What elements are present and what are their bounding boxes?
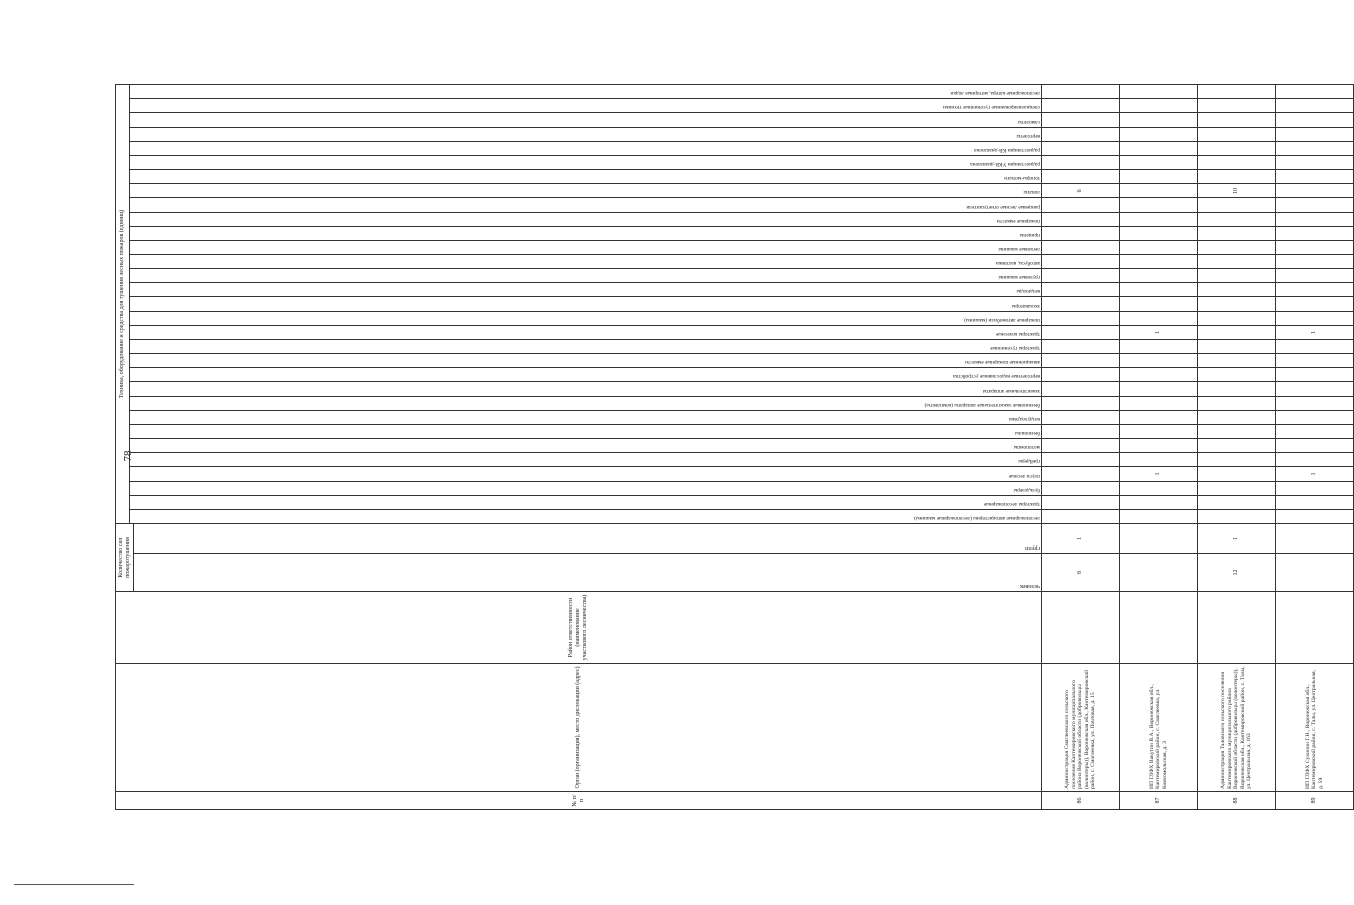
equipment-value: [1120, 84, 1198, 98]
header-row-1: [116, 84, 130, 809]
equipment-value: [1198, 368, 1276, 382]
equipment-column-label: [130, 113, 1042, 127]
equipment-column-label-text: пожарные емкости: [996, 217, 1040, 224]
equipment-value: [1198, 424, 1276, 438]
equipment-value: [1042, 170, 1120, 184]
equipment-value: [1198, 141, 1276, 155]
equipment-value: [1042, 99, 1120, 113]
equipment-value: [1198, 354, 1276, 368]
equipment-value: [1276, 113, 1354, 127]
equipment-value: [1120, 311, 1198, 325]
equipment-column-label-text: экскаваторы: [1011, 302, 1040, 309]
org-address: Администрация Смаглеевского сельского поселения Кантемировского муниципального района Воронежской области (добровольцы (волонтеры)), Воронежская обл., Кантемировский район, с. Смаглеевка, ул. Почтовая, д. 15: [1042, 664, 1120, 792]
equipment-value: [1276, 84, 1354, 98]
equipment-value: [1198, 84, 1276, 98]
equipment-column-label-text: бензопилы: [1015, 430, 1040, 437]
equipment-value: [1198, 509, 1276, 523]
equipment-value: [1120, 382, 1198, 396]
equipment-value: [1042, 255, 1120, 269]
equipment-value: [1042, 84, 1120, 98]
equipment-value: [1198, 467, 1276, 481]
equipment-value: [1042, 495, 1120, 509]
equipment-value: [1042, 439, 1120, 453]
equipment-column-label-text: лопаты: [1023, 189, 1040, 196]
equipment-value: [1198, 255, 1276, 269]
equipment-value: [1042, 339, 1120, 353]
equipment-value: [1120, 141, 1198, 155]
col-no-header: № п/п: [116, 792, 1042, 810]
equipment-value: [1120, 283, 1198, 297]
org-address: Администрация Таловского сельского поселения Кантемировского муниципального района Воронежской области (добровольцы (волонтеры)), Воронежская обл., Кантемировский район, с. Талы, ул. Центральная, д. 163: [1198, 664, 1276, 792]
equipment-value: 6: [1042, 184, 1120, 198]
table-rotator: [115, 85, 1324, 810]
equipment-column-label: [130, 297, 1042, 311]
equipment-value: [1276, 240, 1354, 254]
equipment-value: [1276, 226, 1354, 240]
equipment-value: [1276, 212, 1354, 226]
table-row: [1276, 84, 1354, 809]
equipment-value: [1120, 354, 1198, 368]
equipment-value: [1198, 410, 1276, 424]
equipment-column-label: [130, 354, 1042, 368]
col-org-header: Орган (организация), место дислокации (адрес): [116, 664, 1042, 792]
groups-count: 1: [1198, 524, 1276, 554]
equipment-value: [1276, 255, 1354, 269]
equipment-column-label: [130, 184, 1042, 198]
equipment-column-label-text: ранцевые лесные огнетушители: [966, 203, 1040, 210]
equipment-value: [1120, 226, 1198, 240]
equipment-value: [1198, 283, 1276, 297]
equipment-column-label-text: лесопожарные автоцистерны (лесопожарные машины): [914, 515, 1040, 521]
equipment-value: [1198, 170, 1276, 184]
equipment-column-label-text: радиостанции КВ-диапазона: [974, 146, 1040, 153]
equipment-value: 1: [1120, 325, 1198, 339]
equipment-value: [1276, 424, 1354, 438]
equipment-value: [1042, 240, 1120, 254]
equipment-value: [1198, 311, 1276, 325]
table-row: [1042, 84, 1120, 809]
equipment-value: 1: [1276, 467, 1354, 481]
groups-count: 1: [1042, 524, 1120, 554]
equipment-value: [1198, 99, 1276, 113]
equipment-value: [1120, 269, 1198, 283]
table-row: [1198, 84, 1276, 809]
equipment-value: [1120, 396, 1198, 410]
equipment-column-label-text: радиостанции УКВ-диапазона: [970, 161, 1040, 168]
equipment-column-label: [130, 212, 1042, 226]
equipment-value: [1042, 396, 1120, 410]
equipment-value: [1198, 453, 1276, 467]
equipment-value: [1198, 226, 1276, 240]
equipment-value: [1120, 127, 1198, 141]
equipment-column-label-text: бензиновые зажигательные аппараты (комплекты): [924, 401, 1040, 408]
equipment-value: [1276, 311, 1354, 325]
equipment-value: [1120, 297, 1198, 311]
equipment-column-label-text: грейдеры: [1018, 458, 1040, 465]
equipment-value: [1042, 509, 1120, 523]
equipment-value: [1120, 198, 1198, 212]
equipment-value: [1198, 495, 1276, 509]
equipment-value: [1276, 339, 1354, 353]
equipment-value: 10: [1198, 184, 1276, 198]
equipment-value: [1120, 453, 1198, 467]
equipment-value: [1120, 410, 1198, 424]
equipment-value: 1: [1120, 467, 1198, 481]
equipment-column-label: [130, 368, 1042, 382]
equipment-column-label: [130, 339, 1042, 353]
equipment-column-label-text: тракторы гусеничные: [990, 345, 1040, 352]
equipment-column-label-text: топоры-мотыги: [1004, 175, 1040, 182]
equipment-value: [1276, 99, 1354, 113]
equipment-column-label-text: лесопожарные катера, моторные лодки: [950, 90, 1040, 97]
equipment-value: [1276, 184, 1354, 198]
equipment-column-label: [130, 453, 1042, 467]
page-number: 78: [122, 450, 134, 462]
row-number: 89: [1276, 792, 1354, 810]
equipment-value: [1198, 127, 1276, 141]
equipment-column-label-text: легковые машины: [998, 246, 1040, 253]
equipment-value: [1276, 382, 1354, 396]
equipment-column-label-text: грузовые машины: [998, 274, 1040, 281]
equipment-value: [1042, 113, 1120, 127]
equipment-value: [1042, 127, 1120, 141]
equipment-value: [1276, 481, 1354, 495]
equipment-value: [1276, 283, 1354, 297]
equipment-column-label: [130, 141, 1042, 155]
people-count: 8: [1042, 554, 1120, 592]
equipment-value: [1042, 368, 1120, 382]
equipment-value: [1120, 339, 1198, 353]
equipment-value: [1198, 297, 1276, 311]
equipment-value: [1198, 339, 1276, 353]
equipment-column-label-text: прицепы: [1019, 231, 1040, 238]
equipment-value: [1198, 155, 1276, 169]
equipment-column-label: [130, 127, 1042, 141]
equipment-value: [1120, 481, 1198, 495]
equipment-value: [1198, 481, 1276, 495]
groups-count: [1276, 524, 1354, 554]
equipment-value: [1042, 354, 1120, 368]
equipment-column-label: [130, 311, 1042, 325]
area-cell: [1120, 592, 1198, 664]
equipment-value: [1120, 170, 1198, 184]
people-count: [1276, 554, 1354, 592]
equipment-value: [1120, 113, 1198, 127]
equipment-value: [1198, 212, 1276, 226]
people-count: [1120, 554, 1198, 592]
col-area-header: Район ответственности (наименование участкового лесничества): [116, 592, 1042, 664]
area-cell: [1198, 592, 1276, 664]
equipment-value: [1042, 410, 1120, 424]
equipment-value: [1276, 297, 1354, 311]
equipment-value: [1042, 467, 1120, 481]
equipment-value: [1120, 99, 1198, 113]
people-count: 12: [1198, 554, 1276, 592]
col-people-header-text: человек: [1019, 583, 1040, 589]
equipment-value: [1042, 424, 1120, 438]
equipment-value: [1276, 439, 1354, 453]
equipment-value: [1198, 198, 1276, 212]
col-equipment-header: Техника, оборудование и средства для тушения лесных пожаров (единиц): [116, 84, 130, 523]
equipment-column-label-text: вездеходы: [1016, 288, 1040, 295]
equipment-value: [1276, 354, 1354, 368]
col-forces-header: Количество сил пожаротушения: [116, 524, 134, 592]
equipment-value: [1276, 495, 1354, 509]
equipment-value: [1276, 509, 1354, 523]
equipment-column-label: [130, 467, 1042, 481]
equipment-value: [1198, 240, 1276, 254]
equipment-column-label: [130, 410, 1042, 424]
equipment-column-label-text: воздуходувки: [1008, 415, 1040, 422]
equipment-value: 1: [1276, 325, 1354, 339]
equipment-value: [1198, 325, 1276, 339]
equipment-column-label: [130, 382, 1042, 396]
equipment-column-label: [130, 155, 1042, 169]
org-address: ИП ГЛФХ Вакутин В.А., Воронежская обл., Кантемировский район, с. Смаглеевка, ул. Комсомольская, д. 3: [1120, 664, 1198, 792]
equipment-value: [1120, 368, 1198, 382]
equipment-column-label-text: авиационные пожарные емкости: [965, 359, 1040, 366]
table-row: [1120, 84, 1198, 809]
equipment-column-label: [130, 269, 1042, 283]
row-number: 86: [1042, 792, 1120, 810]
equipment-value: [1042, 198, 1120, 212]
org-address: ИП ГЛФХ Сухинин Г.Н., Воронежская обл., Кантемировский район, с. Талы, ул. Центральная, д. 59: [1276, 664, 1354, 792]
equipment-value: [1276, 141, 1354, 155]
equipment-column-label: [130, 84, 1042, 98]
equipment-column-label: [130, 240, 1042, 254]
equipment-table: [115, 84, 1354, 810]
equipment-value: [1120, 255, 1198, 269]
equipment-column-label: [130, 99, 1042, 113]
equipment-column-label: [130, 495, 1042, 509]
row-number: 88: [1198, 792, 1276, 810]
equipment-value: [1120, 424, 1198, 438]
equipment-value: [1198, 382, 1276, 396]
equipment-value: [1120, 495, 1198, 509]
equipment-column-label: [130, 424, 1042, 438]
equipment-value: [1042, 453, 1120, 467]
equipment-value: [1276, 269, 1354, 283]
equipment-column-label: [130, 325, 1042, 339]
equipment-value: [1120, 439, 1198, 453]
equipment-value: [1042, 269, 1120, 283]
equipment-value: [1042, 311, 1120, 325]
equipment-column-label-text: специализированные гусеничные техники: [943, 104, 1040, 111]
equipment-value: [1120, 509, 1198, 523]
equipment-column-label: [130, 396, 1042, 410]
equipment-value: [1120, 240, 1198, 254]
equipment-column-label: [130, 255, 1042, 269]
equipment-value: [1120, 212, 1198, 226]
equipment-value: [1276, 410, 1354, 424]
equipment-column-label-text: тракторы колесные: [995, 330, 1040, 337]
equipment-column-label: [130, 170, 1042, 184]
col-groups-header-text: групп: [1025, 545, 1040, 551]
equipment-column-label-text: пожарные автомобили (машины): [964, 316, 1040, 323]
equipment-value: [1042, 212, 1120, 226]
col-groups-header: [134, 524, 1042, 554]
equipment-column-label-text: вертолетные водосливные устройства: [953, 373, 1040, 380]
equipment-column-label-text: зажигательные аппараты: [982, 387, 1040, 394]
equipment-column-label-text: плуги лесные: [1008, 472, 1040, 479]
area-cell: [1042, 592, 1120, 664]
area-cell: [1276, 592, 1354, 664]
col-people-header: [134, 554, 1042, 592]
equipment-value: [1042, 297, 1120, 311]
equipment-value: [1276, 127, 1354, 141]
equipment-column-label-text: вертолеты: [1016, 132, 1040, 139]
equipment-value: [1042, 325, 1120, 339]
equipment-value: [1042, 141, 1120, 155]
equipment-value: [1198, 269, 1276, 283]
equipment-value: [1276, 155, 1354, 169]
equipment-value: [1276, 198, 1354, 212]
equipment-value: [1120, 155, 1198, 169]
equipment-value: [1198, 113, 1276, 127]
equipment-column-label-text: мотопомпы: [1013, 444, 1040, 451]
equipment-value: [1042, 481, 1120, 495]
equipment-column-label-text: самолеты: [1018, 118, 1040, 125]
row-number: 87: [1120, 792, 1198, 810]
equipment-column-label-text: бульдозеры: [1013, 486, 1040, 493]
equipment-column-label-text: тракторы лесопожарные: [983, 500, 1040, 507]
equipment-value: [1042, 382, 1120, 396]
equipment-column-label-text: автобусы, вахтовки: [995, 260, 1040, 267]
equipment-column-label: [130, 509, 1042, 523]
equipment-value: [1276, 170, 1354, 184]
footer-rule: [14, 884, 134, 885]
equipment-value: [1042, 155, 1120, 169]
equipment-value: [1042, 226, 1120, 240]
equipment-column-label: [130, 481, 1042, 495]
equipment-value: [1120, 184, 1198, 198]
equipment-value: [1042, 283, 1120, 297]
equipment-value: [1276, 453, 1354, 467]
equipment-value: [1276, 396, 1354, 410]
equipment-value: [1276, 368, 1354, 382]
equipment-value: [1198, 439, 1276, 453]
groups-count: [1120, 524, 1198, 554]
equipment-column-label: [130, 439, 1042, 453]
equipment-column-label: [130, 283, 1042, 297]
equipment-column-label: [130, 226, 1042, 240]
equipment-value: [1198, 396, 1276, 410]
equipment-column-label: [130, 198, 1042, 212]
